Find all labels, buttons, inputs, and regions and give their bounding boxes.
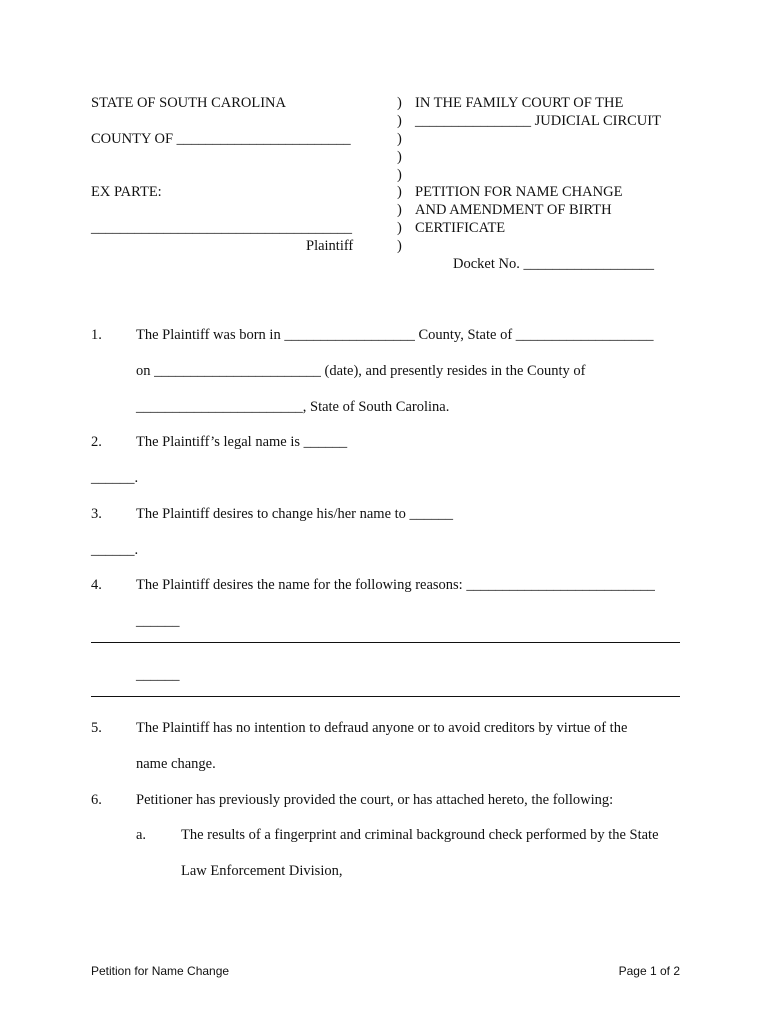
item-number: 5. [91, 720, 102, 736]
item-4-text: The Plaintiff desires the name for the following reasons: __________________________ [136, 577, 655, 593]
reason-rule-line [91, 642, 680, 643]
petition-title-line3: CERTIFICATE [415, 220, 506, 236]
caption-paren: ) [397, 113, 402, 129]
item-5-text: The Plaintiff has no intention to defraud anyone or to avoid creditors by virtue of the [136, 720, 628, 736]
judicial-circuit-field: ________________ JUDICIAL CIRCUIT [415, 113, 661, 129]
page-number: Page 1 of 2 [618, 964, 680, 978]
subitem-a-line2: Law Enforcement Division, [181, 863, 343, 879]
caption-paren: ) [397, 149, 402, 165]
item-6-text: Petitioner has previously provided the court, or has attached hereto, the following: [136, 792, 614, 808]
item-number: 2. [91, 434, 102, 450]
item-2-text: The Plaintiff’s legal name is ______ [136, 434, 348, 450]
reason-blank: ______ [136, 613, 180, 629]
petition-title-line2: AND AMENDMENT OF BIRTH [415, 202, 612, 218]
docket-number-field: Docket No. __________________ [453, 256, 654, 272]
item-1-text: The Plaintiff was born in __________________ County, State of ___________________ [136, 327, 654, 343]
item-1-line2: on _______________________ (date), and presently resides in the County of [136, 363, 586, 379]
subitem-letter: a. [136, 827, 147, 843]
item-3-continuation: ______. [91, 542, 139, 558]
item-5-line2: name change. [136, 756, 216, 772]
plaintiff-label: Plaintiff [306, 238, 354, 254]
item-1-line3: _______________________, State of South Carolina. [136, 399, 450, 415]
reason-rule-line [91, 696, 680, 697]
item-number: 1. [91, 327, 102, 343]
item-number: 4. [91, 577, 102, 593]
caption-paren: ) [397, 167, 402, 183]
item-2-continuation: ______. [91, 470, 139, 486]
footer-title: Petition for Name Change [91, 964, 230, 978]
caption-paren: ) [397, 95, 402, 111]
court-name: IN THE FAMILY COURT OF THE [415, 95, 624, 111]
caption-paren: ) [397, 238, 402, 254]
county-field: COUNTY OF ________________________ [91, 131, 351, 147]
caption-paren: ) [397, 131, 402, 147]
reason-blank: ______ [136, 667, 180, 683]
item-3-text: The Plaintiff desires to change his/her name to ______ [136, 506, 454, 522]
subitem-a-text: The results of a fingerprint and criminal background check performed by the State [181, 827, 659, 843]
caption-paren: ) [397, 202, 402, 218]
caption-paren: ) [397, 220, 402, 236]
state-label: STATE OF SOUTH CAROLINA [91, 95, 286, 111]
plaintiff-name-line: ____________________________________ [91, 220, 352, 236]
item-number: 3. [91, 506, 102, 522]
petition-title-line1: PETITION FOR NAME CHANGE [415, 184, 623, 200]
caption-paren: ) [397, 184, 402, 200]
item-number: 6. [91, 792, 102, 808]
ex-parte-label: EX PARTE: [91, 184, 162, 200]
